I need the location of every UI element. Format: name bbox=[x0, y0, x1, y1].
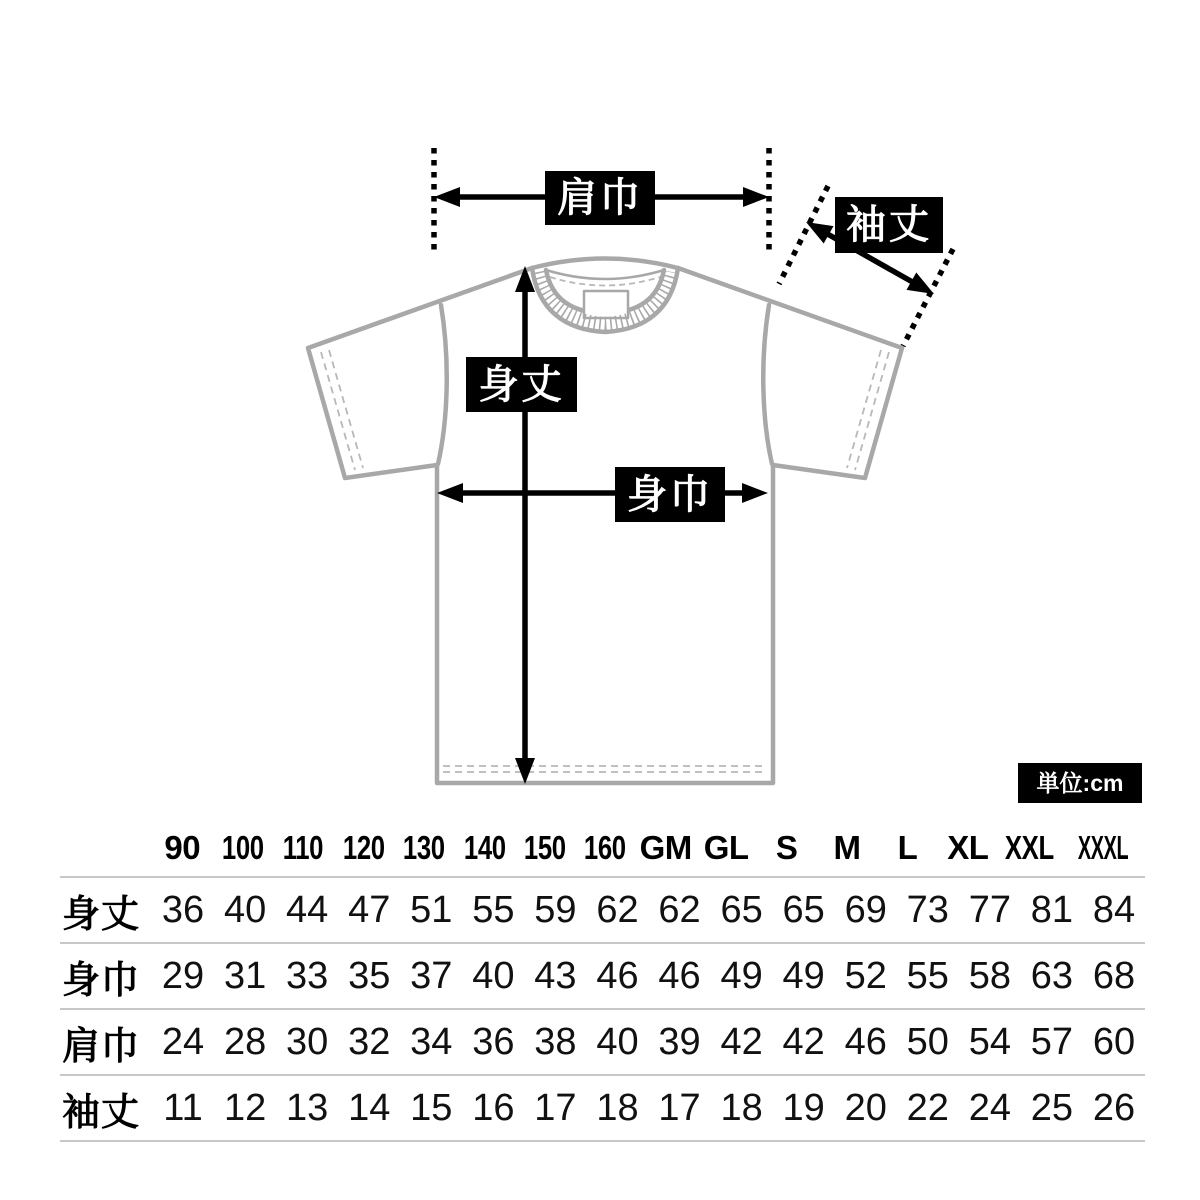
size-value-cell: 68 bbox=[1092, 954, 1136, 997]
shoulder-arrowhead-right bbox=[743, 187, 769, 207]
sleeve-arrowhead-lower bbox=[907, 273, 935, 295]
size-value-cell: 42 bbox=[782, 1020, 825, 1063]
body-width-label: 身巾 bbox=[615, 467, 725, 522]
size-value-cell: 17 bbox=[534, 1086, 577, 1129]
size-value-cell: 15 bbox=[410, 1086, 453, 1129]
size-table-header-row bbox=[60, 820, 1145, 878]
size-value-cell: 18 bbox=[596, 1086, 639, 1129]
size-value-cell: 36 bbox=[161, 888, 205, 931]
row-label: 身巾 bbox=[62, 959, 141, 1002]
size-column-header: 140 bbox=[463, 829, 506, 866]
size-value-cell: 55 bbox=[906, 954, 949, 997]
row-label: 身丈 bbox=[62, 893, 141, 936]
size-value-cell: 19 bbox=[782, 1086, 825, 1129]
size-value-cell: 37 bbox=[410, 954, 453, 997]
size-value-cell: 65 bbox=[782, 888, 825, 931]
size-value-cell: 22 bbox=[906, 1086, 949, 1129]
size-column-header: 100 bbox=[221, 829, 264, 866]
size-value-cell: 17 bbox=[658, 1086, 701, 1129]
size-column-header: M bbox=[833, 829, 861, 866]
size-value-cell: 46 bbox=[596, 954, 639, 997]
size-column-header: XXXL bbox=[1077, 829, 1129, 866]
size-value-cell: 54 bbox=[968, 1020, 1011, 1063]
size-value-cell: 81 bbox=[1030, 888, 1074, 931]
size-value-cell: 63 bbox=[1030, 954, 1074, 997]
size-value-cell: 13 bbox=[286, 1086, 329, 1129]
size-value-cell: 57 bbox=[1030, 1020, 1074, 1063]
size-table-row bbox=[60, 1010, 1145, 1076]
size-column-header: 120 bbox=[342, 829, 385, 866]
size-value-cell: 34 bbox=[410, 1020, 453, 1063]
size-column-header: S bbox=[775, 829, 798, 866]
size-table-row bbox=[60, 1076, 1145, 1142]
size-value-cell: 43 bbox=[534, 954, 577, 997]
size-column-header: GM bbox=[639, 829, 692, 866]
size-value-cell: 55 bbox=[472, 888, 515, 931]
sleeve-arrowhead-upper bbox=[806, 222, 834, 244]
size-value-cell: 11 bbox=[163, 1086, 203, 1129]
size-value-cell: 49 bbox=[720, 954, 763, 997]
size-value-cell: 24 bbox=[161, 1020, 205, 1063]
size-value-cell: 65 bbox=[720, 888, 763, 931]
size-value-cell: 50 bbox=[906, 1020, 949, 1063]
size-value-cell: 73 bbox=[906, 888, 949, 931]
size-value-cell: 25 bbox=[1030, 1086, 1074, 1129]
size-value-cell: 52 bbox=[844, 954, 887, 997]
size-value-cell: 33 bbox=[286, 954, 329, 997]
size-value-cell: 32 bbox=[348, 1020, 391, 1063]
size-value-cell: 40 bbox=[596, 1020, 639, 1063]
size-column-header: XL bbox=[947, 829, 989, 866]
size-value-cell: 31 bbox=[223, 954, 267, 997]
body-length-label: 身丈 bbox=[466, 357, 577, 412]
size-table-row bbox=[60, 944, 1145, 1010]
size-value-cell: 36 bbox=[472, 1020, 515, 1063]
size-value-cell: 30 bbox=[286, 1020, 329, 1063]
size-column-header: 130 bbox=[403, 829, 445, 866]
unit-badge: 単位:cm bbox=[1018, 763, 1142, 803]
neck-tag bbox=[584, 291, 628, 318]
size-value-cell: 40 bbox=[472, 954, 515, 997]
size-column-header: 110 bbox=[282, 829, 324, 866]
size-value-cell: 44 bbox=[286, 888, 329, 931]
size-value-cell: 46 bbox=[658, 954, 701, 997]
tshirt-outline bbox=[308, 259, 902, 784]
size-value-cell: 26 bbox=[1092, 1086, 1136, 1129]
size-value-cell: 49 bbox=[782, 954, 825, 997]
row-label: 袖丈 bbox=[62, 1091, 141, 1134]
size-value-cell: 84 bbox=[1092, 888, 1136, 931]
size-value-cell: 39 bbox=[658, 1020, 701, 1063]
size-value-cell: 40 bbox=[223, 888, 267, 931]
size-value-cell: 58 bbox=[968, 954, 1011, 997]
size-column-header: L bbox=[897, 829, 918, 866]
size-table bbox=[60, 820, 1145, 1142]
size-value-cell: 14 bbox=[348, 1086, 391, 1129]
size-value-cell: 69 bbox=[844, 888, 887, 931]
size-value-cell: 77 bbox=[968, 888, 1011, 931]
size-value-cell: 28 bbox=[223, 1020, 267, 1063]
size-value-cell: 51 bbox=[410, 888, 453, 931]
size-table-row bbox=[60, 878, 1145, 944]
row-label: 肩巾 bbox=[62, 1025, 141, 1068]
size-value-cell: 20 bbox=[844, 1086, 887, 1129]
size-column-header: XXL bbox=[1004, 829, 1054, 866]
size-table-body bbox=[60, 878, 1145, 1142]
sleeve-guide-lower bbox=[903, 249, 953, 346]
size-value-cell: 59 bbox=[534, 888, 577, 931]
sleeve-length-label: 袖丈 bbox=[835, 197, 943, 253]
size-value-cell: 47 bbox=[348, 888, 391, 931]
size-value-cell: 46 bbox=[844, 1020, 887, 1063]
size-value-cell: 16 bbox=[472, 1086, 515, 1129]
size-value-cell: 12 bbox=[223, 1086, 267, 1129]
shoulder-width-label: 肩巾 bbox=[545, 171, 655, 225]
size-value-cell: 18 bbox=[720, 1086, 763, 1129]
size-column-header: 90 bbox=[164, 829, 201, 866]
size-value-cell: 42 bbox=[720, 1020, 763, 1063]
size-value-cell: 60 bbox=[1092, 1020, 1136, 1063]
size-column-header: GL bbox=[703, 829, 749, 866]
shoulder-arrowhead-left bbox=[434, 187, 460, 207]
size-column-header: 160 bbox=[584, 829, 627, 866]
size-column-header: 150 bbox=[523, 829, 566, 866]
size-value-cell: 35 bbox=[348, 954, 391, 997]
size-value-cell: 62 bbox=[658, 888, 701, 931]
size-value-cell: 29 bbox=[161, 954, 205, 997]
size-value-cell: 24 bbox=[968, 1086, 1011, 1129]
size-value-cell: 38 bbox=[534, 1020, 577, 1063]
size-value-cell: 62 bbox=[596, 888, 639, 931]
